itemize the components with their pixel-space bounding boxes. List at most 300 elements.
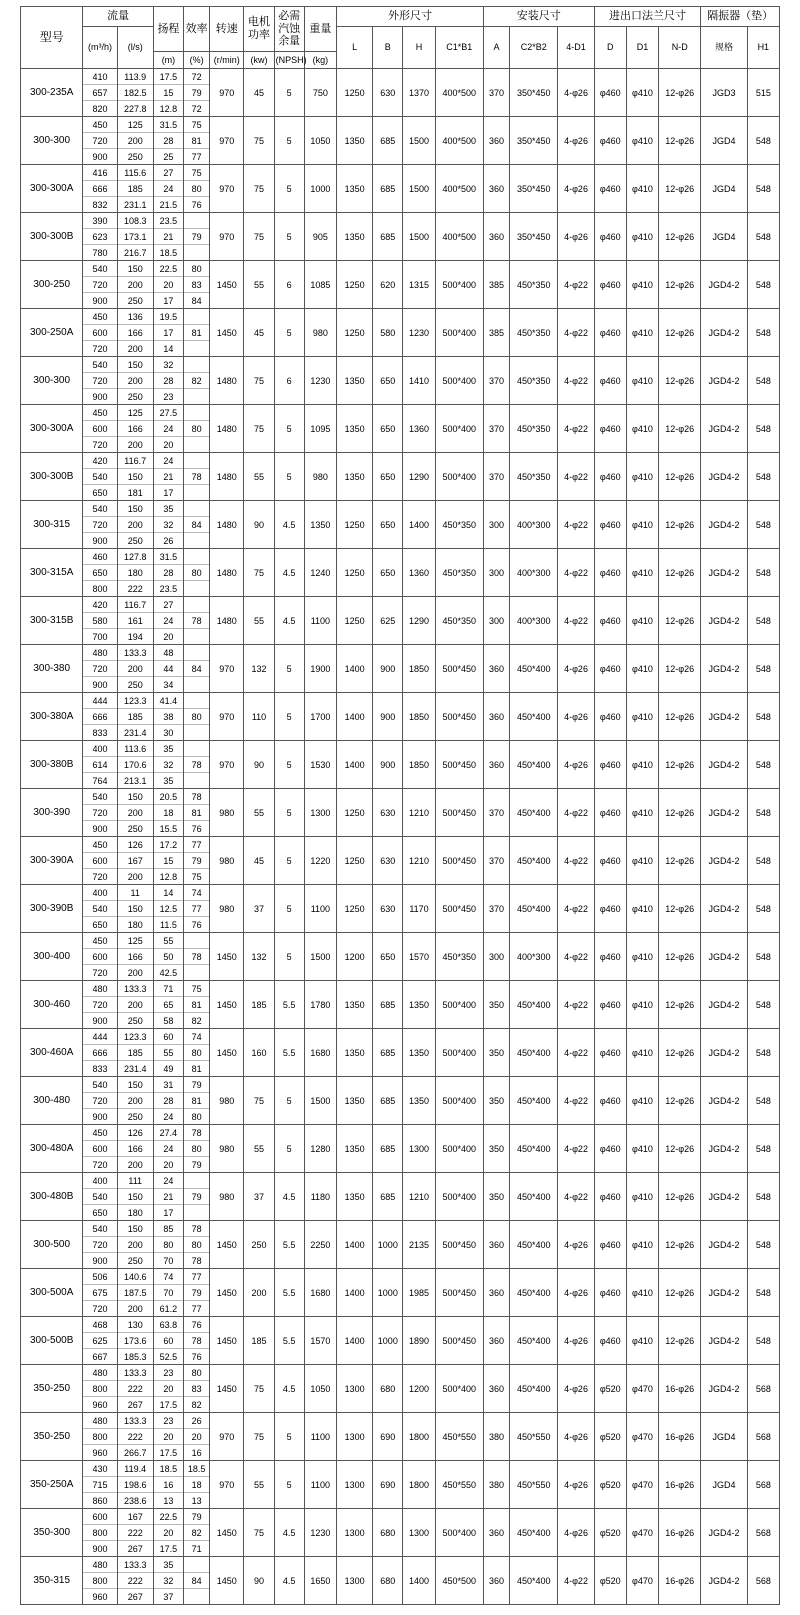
cell-flow-m3h-v3: 667: [92, 1351, 108, 1362]
table-row[interactable]: [21, 549, 780, 597]
cell-efficiency-v1: 77: [184, 1269, 209, 1285]
table-row[interactable]: [21, 213, 780, 261]
cell-flow-ls-v3: 267: [127, 1399, 143, 1410]
table-row[interactable]: [21, 357, 780, 405]
cell-C2B2: 450*400: [510, 1029, 558, 1077]
cell-flow-ls-v3: 194: [127, 631, 143, 642]
table-row[interactable]: [21, 741, 780, 789]
cell-D1: φ410: [626, 357, 658, 405]
cell-H: 2135: [403, 1221, 435, 1269]
cell-speed: 1450: [210, 933, 244, 981]
cell-H1: 548: [747, 1029, 779, 1077]
cell-flow-ls-v1: 11: [118, 885, 153, 901]
cell-power: 55: [244, 261, 274, 309]
cell-head-v2: 28: [154, 565, 183, 581]
cell-npsh: 5: [274, 213, 304, 261]
cell-speed: 970: [210, 1413, 244, 1461]
cell-flow-ls: [117, 501, 153, 549]
cell-flow-ls: [117, 69, 153, 117]
cell-flow-m3h-v2: 720: [83, 805, 116, 821]
cell-B: 680: [373, 1509, 403, 1557]
cell-efficiency-v1: 78: [184, 1221, 209, 1237]
cell-flow-ls-v1: 140.6: [118, 1269, 153, 1285]
cell-model: 300-250A: [21, 309, 83, 357]
cell-C1B1: 500*450: [435, 1317, 483, 1365]
cell-H: 1400: [403, 1557, 435, 1605]
cell-weight: 1100: [304, 1413, 336, 1461]
cell-flow-m3h: [83, 1221, 117, 1269]
table-row[interactable]: [21, 1317, 780, 1365]
cell-flow-ls: [117, 549, 153, 597]
cell-efficiency-v3: [184, 533, 209, 549]
cell-A: 360: [483, 165, 509, 213]
cell-head: [153, 69, 183, 117]
table-row[interactable]: [21, 309, 780, 357]
cell-head: [153, 1221, 183, 1269]
cell-flow-m3h-v2: 666: [83, 181, 116, 197]
cell-efficiency-v2: 81: [184, 1093, 209, 1109]
cell-4D1: 4-φ26: [558, 645, 594, 693]
table-row[interactable]: [21, 501, 780, 549]
cell-weight: 1180: [304, 1173, 336, 1221]
cell-flow-m3h: [83, 741, 117, 789]
cell-head-v3: 17: [163, 487, 174, 498]
cell-L: 1250: [336, 885, 372, 933]
cell-flow-ls-v1: 113.9: [118, 69, 153, 85]
cell-C1B1: 500*400: [435, 1173, 483, 1221]
cell-speed: 1450: [210, 1269, 244, 1317]
table-row[interactable]: [21, 405, 780, 453]
cell-flow-ls: [117, 1173, 153, 1221]
cell-speed: 1450: [210, 1029, 244, 1077]
cell-L: 1350: [336, 453, 372, 501]
cell-C2B2: 450*400: [510, 1125, 558, 1173]
cell-head-v1: 60: [154, 1029, 183, 1045]
cell-L: 1300: [336, 1509, 372, 1557]
cell-efficiency: [184, 645, 210, 693]
cell-spec: JGD4-2: [701, 453, 747, 501]
table-row[interactable]: [21, 645, 780, 693]
cell-head: [153, 693, 183, 741]
cell-flow-ls: [117, 1269, 153, 1317]
cell-efficiency-v1: 79: [184, 1077, 209, 1093]
cell-L: 1250: [336, 549, 372, 597]
cell-head-v1: 23: [154, 1365, 183, 1381]
table-row[interactable]: [21, 1557, 780, 1605]
cell-D: φ460: [594, 789, 626, 837]
cell-flow-ls-v2: 173.6: [118, 1333, 153, 1349]
header-A: A: [483, 26, 509, 69]
cell-head-v3: 24: [163, 1111, 174, 1122]
cell-spec: JGD4-2: [701, 645, 747, 693]
cell-C2B2: 450*400: [510, 1509, 558, 1557]
header-row-2: [21, 26, 780, 51]
cell-npsh: 5: [274, 933, 304, 981]
cell-head-v3: 52.5: [159, 1351, 178, 1362]
cell-head: [153, 213, 183, 261]
cell-B: 685: [373, 981, 403, 1029]
cell-head-v3: 23.5: [159, 583, 178, 594]
cell-H: 1850: [403, 693, 435, 741]
cell-B: 630: [373, 837, 403, 885]
cell-weight: 1100: [304, 597, 336, 645]
cell-flow-m3h-v1: 450: [83, 117, 116, 133]
cell-H1: 548: [747, 213, 779, 261]
cell-flow-ls-v1: 133.3: [118, 981, 153, 997]
cell-flow-m3h: [83, 357, 117, 405]
cell-ND: 12-φ26: [659, 597, 701, 645]
cell-head-v2: 38: [154, 709, 183, 725]
cell-efficiency-v1: [184, 933, 209, 949]
cell-flow-ls: [117, 261, 153, 309]
cell-flow-m3h-v1: 400: [83, 885, 116, 901]
cell-model: 300-480: [21, 1077, 83, 1125]
cell-flow-ls: [117, 1461, 153, 1509]
cell-flow-m3h-v1: 450: [83, 405, 116, 421]
cell-flow-m3h: [83, 1509, 117, 1557]
cell-efficiency-v2: 78: [184, 469, 209, 485]
cell-ND: 12-φ26: [659, 1077, 701, 1125]
cell-model: 300-500A: [21, 1269, 83, 1317]
cell-head-v1: 17.5: [154, 69, 183, 85]
cell-head: [153, 117, 183, 165]
cell-flow-m3h-v3: 900: [92, 1015, 108, 1026]
cell-flow-ls-v1: 133.3: [118, 1413, 153, 1429]
cell-efficiency-v3: 76: [191, 823, 202, 834]
cell-weight: 1220: [304, 837, 336, 885]
cell-flow-m3h-v2: 580: [83, 613, 116, 629]
cell-efficiency: [184, 933, 210, 981]
cell-power: 90: [244, 741, 274, 789]
cell-efficiency-v1: 80: [184, 1365, 209, 1381]
cell-A: 360: [483, 741, 509, 789]
cell-efficiency-v3: [184, 725, 209, 741]
header-model: 型号: [21, 7, 83, 69]
cell-flow-m3h: [83, 549, 117, 597]
table-row[interactable]: [21, 789, 780, 837]
cell-model: 300-460A: [21, 1029, 83, 1077]
cell-4D1: 4-φ22: [558, 1557, 594, 1605]
cell-model: 300-235A: [21, 69, 83, 117]
cell-flow-m3h-v2: 625: [83, 1333, 116, 1349]
table-row[interactable]: [21, 1365, 780, 1413]
cell-power: 132: [244, 933, 274, 981]
cell-flow-m3h-v2: 666: [83, 1045, 116, 1061]
cell-efficiency-v1: 18.5: [184, 1461, 209, 1477]
cell-efficiency: [184, 1077, 210, 1125]
cell-efficiency: [184, 549, 210, 597]
cell-H1: 548: [747, 1317, 779, 1365]
cell-H1: 548: [747, 645, 779, 693]
cell-npsh: 5.5: [274, 1317, 304, 1365]
table-row[interactable]: [21, 117, 780, 165]
cell-head-v1: 31: [154, 1077, 183, 1093]
cell-ND: 12-φ26: [659, 885, 701, 933]
cell-C2B2: 450*400: [510, 1077, 558, 1125]
cell-model: 300-380: [21, 645, 83, 693]
cell-H: 1985: [403, 1269, 435, 1317]
cell-head-v1: 31.5: [154, 549, 183, 565]
cell-head-v2: 44: [154, 661, 183, 677]
cell-efficiency-v3: 76: [191, 199, 202, 210]
cell-L: 1350: [336, 213, 372, 261]
table-row[interactable]: [21, 69, 780, 117]
cell-C2B2: 450*350: [510, 309, 558, 357]
table-row[interactable]: [21, 693, 780, 741]
cell-D: φ460: [594, 549, 626, 597]
cell-D1: φ410: [626, 1125, 658, 1173]
cell-H1: 548: [747, 933, 779, 981]
cell-efficiency-v2: 77: [184, 901, 209, 917]
cell-efficiency-v1: 77: [184, 837, 209, 853]
cell-head-v3: 21.5: [159, 199, 178, 210]
cell-D1: φ410: [626, 981, 658, 1029]
cell-C2B2: 450*350: [510, 357, 558, 405]
cell-weight: 1350: [304, 501, 336, 549]
cell-B: 1000: [373, 1269, 403, 1317]
cell-flow-m3h-v1: 480: [83, 1365, 116, 1381]
cell-L: 1250: [336, 501, 372, 549]
table-row[interactable]: [21, 261, 780, 309]
cell-weight: 1700: [304, 693, 336, 741]
table-row[interactable]: [21, 1461, 780, 1509]
cell-speed: 970: [210, 645, 244, 693]
cell-flow-ls-v3: 231.4: [123, 1063, 147, 1074]
cell-efficiency-v2: 79: [184, 85, 209, 101]
cell-flow-m3h: [83, 309, 117, 357]
cell-efficiency-v1: [184, 597, 209, 613]
cell-D1: φ410: [626, 741, 658, 789]
cell-D: φ460: [594, 405, 626, 453]
cell-B: 900: [373, 741, 403, 789]
cell-H: 1850: [403, 741, 435, 789]
cell-efficiency: [184, 1317, 210, 1365]
cell-flow-m3h-v2: 800: [83, 1573, 116, 1589]
cell-D: φ460: [594, 165, 626, 213]
cell-flow-ls-v3: 250: [127, 151, 143, 162]
cell-weight: 1500: [304, 933, 336, 981]
cell-H1: 548: [747, 981, 779, 1029]
table-row[interactable]: [21, 981, 780, 1029]
cell-model: 300-315A: [21, 549, 83, 597]
cell-flow-ls-v2: 222: [118, 1429, 153, 1445]
cell-npsh: 5: [274, 1413, 304, 1461]
cell-speed: 1450: [210, 1221, 244, 1269]
table-row[interactable]: [21, 1221, 780, 1269]
cell-D: φ460: [594, 213, 626, 261]
cell-A: 300: [483, 549, 509, 597]
cell-flow-ls-v2: 185: [118, 1045, 153, 1061]
cell-head-v3: 42.5: [159, 967, 178, 978]
cell-C1B1: 500*450: [435, 645, 483, 693]
cell-flow-m3h: [83, 1461, 117, 1509]
header-C2B2: C2*B2: [510, 26, 558, 69]
cell-power: 75: [244, 1509, 274, 1557]
cell-flow-ls-v3: 216.7: [123, 247, 147, 258]
cell-efficiency-v1: [184, 693, 209, 709]
cell-D: φ520: [594, 1509, 626, 1557]
cell-efficiency-v2: 80: [184, 1237, 209, 1253]
cell-speed: 970: [210, 213, 244, 261]
cell-H1: 568: [747, 1461, 779, 1509]
table-row[interactable]: [21, 1413, 780, 1461]
cell-H1: 548: [747, 1125, 779, 1173]
cell-head-v1: 19.5: [154, 309, 183, 325]
table-row[interactable]: [21, 597, 780, 645]
cell-flow-ls-v3: 267: [127, 1543, 143, 1554]
cell-flow-ls: [117, 1365, 153, 1413]
cell-weight: 1500: [304, 1077, 336, 1125]
cell-head: [153, 741, 183, 789]
table-row[interactable]: [21, 1269, 780, 1317]
cell-D: φ460: [594, 1029, 626, 1077]
cell-flow-m3h: [83, 1269, 117, 1317]
cell-A: 360: [483, 645, 509, 693]
cell-B: 1000: [373, 1221, 403, 1269]
header-eff-unit: (%): [184, 51, 210, 68]
cell-spec: JGD4-2: [701, 261, 747, 309]
cell-npsh: 5.5: [274, 1029, 304, 1077]
cell-flow-ls-v1: 150: [118, 357, 153, 373]
cell-head-v1: 74: [154, 1269, 183, 1285]
cell-flow-m3h-v3: 720: [92, 1159, 108, 1170]
cell-L: 1350: [336, 405, 372, 453]
table-row[interactable]: [21, 1509, 780, 1557]
cell-flow-m3h-v3: 800: [92, 583, 108, 594]
cell-power: 75: [244, 357, 274, 405]
table-row[interactable]: [21, 885, 780, 933]
cell-flow-m3h-v2: 800: [83, 1429, 116, 1445]
cell-B: 1000: [373, 1317, 403, 1365]
cell-L: 1350: [336, 1029, 372, 1077]
cell-efficiency: [184, 1557, 210, 1605]
cell-efficiency: [184, 261, 210, 309]
cell-npsh: 5: [274, 309, 304, 357]
cell-C1B1: 450*350: [435, 597, 483, 645]
cell-npsh: 5: [274, 69, 304, 117]
cell-flow-ls: [117, 309, 153, 357]
cell-head: [153, 1413, 183, 1461]
cell-efficiency-v1: [184, 453, 209, 469]
header-npsh-unit: (NPSH): [274, 51, 304, 68]
cell-efficiency-v2: 83: [184, 277, 209, 293]
cell-weight: 980: [304, 453, 336, 501]
cell-L: 1300: [336, 1365, 372, 1413]
cell-H1: 568: [747, 1557, 779, 1605]
cell-flow-m3h: [83, 1413, 117, 1461]
cell-npsh: 4.5: [274, 1173, 304, 1221]
cell-flow-ls: [117, 933, 153, 981]
table-row[interactable]: [21, 837, 780, 885]
cell-speed: 1450: [210, 1317, 244, 1365]
header-spec: 规格: [701, 26, 747, 69]
cell-head-v2: 32: [154, 757, 183, 773]
cell-B: 650: [373, 549, 403, 597]
cell-flow-m3h-v2: 600: [83, 949, 116, 965]
cell-flow-ls-v2: 200: [118, 133, 153, 149]
table-row[interactable]: [21, 165, 780, 213]
cell-efficiency-v3: [184, 1589, 209, 1605]
cell-flow-m3h-v3: 720: [92, 439, 108, 450]
header-speed-unit: (r/min): [210, 51, 244, 68]
cell-efficiency-v3: 82: [191, 1015, 202, 1026]
cell-power: 45: [244, 309, 274, 357]
table-row[interactable]: [21, 1173, 780, 1221]
cell-H1: 548: [747, 837, 779, 885]
cell-L: 1250: [336, 309, 372, 357]
cell-flow-ls-v3: 231.1: [123, 199, 147, 210]
cell-efficiency-v2: 79: [184, 229, 209, 245]
cell-ND: 16-φ26: [659, 1461, 701, 1509]
cell-efficiency: [184, 1173, 210, 1221]
cell-efficiency-v2: 80: [184, 181, 209, 197]
cell-C1B1: 500*450: [435, 885, 483, 933]
cell-flow-ls-v3: 213.1: [123, 775, 147, 786]
cell-weight: 1100: [304, 885, 336, 933]
cell-C2B2: 450*400: [510, 1269, 558, 1317]
header-H: H: [403, 26, 435, 69]
cell-flow-m3h-v1: 600: [83, 1509, 116, 1525]
cell-npsh: 5: [274, 453, 304, 501]
cell-B: 680: [373, 1365, 403, 1413]
cell-B: 685: [373, 117, 403, 165]
cell-H: 1350: [403, 1077, 435, 1125]
table-row[interactable]: [21, 933, 780, 981]
cell-efficiency: [184, 1365, 210, 1413]
cell-B: 650: [373, 405, 403, 453]
cell-D1: φ410: [626, 213, 658, 261]
cell-efficiency-v1: [184, 501, 209, 517]
table-row[interactable]: [21, 1125, 780, 1173]
cell-spec: JGD4-2: [701, 741, 747, 789]
cell-head-v3: 17: [163, 1207, 174, 1218]
cell-spec: JGD4-2: [701, 1317, 747, 1365]
cell-flow-m3h-v2: 800: [83, 1381, 116, 1397]
cell-head-v1: 27.5: [154, 405, 183, 421]
cell-efficiency-v3: [184, 677, 209, 693]
cell-spec: JGD4-2: [701, 1077, 747, 1125]
cell-D1: φ410: [626, 1173, 658, 1221]
cell-4D1: 4-φ26: [558, 1413, 594, 1461]
cell-spec: JGD4-2: [701, 693, 747, 741]
cell-C2B2: 450*400: [510, 789, 558, 837]
table-row[interactable]: [21, 1077, 780, 1125]
cell-efficiency-v2: 20: [184, 1429, 209, 1445]
cell-spec: JGD4-2: [701, 501, 747, 549]
cell-head-v1: 14: [154, 885, 183, 901]
cell-L: 1350: [336, 1125, 372, 1173]
cell-efficiency-v1: [184, 549, 209, 565]
cell-A: 350: [483, 981, 509, 1029]
cell-npsh: 5.5: [274, 1269, 304, 1317]
table-row[interactable]: [21, 1029, 780, 1077]
cell-D: φ460: [594, 501, 626, 549]
cell-flow-ls-v1: 119.4: [118, 1461, 153, 1477]
table-row[interactable]: [21, 453, 780, 501]
cell-4D1: 4-φ22: [558, 597, 594, 645]
cell-C2B2: 350*450: [510, 165, 558, 213]
cell-head-v2: 20: [154, 1525, 183, 1541]
cell-flow-ls-v2: 180: [118, 565, 153, 581]
cell-efficiency-v1: 80: [184, 261, 209, 277]
cell-head: [153, 645, 183, 693]
cell-flow-m3h-v3: 700: [92, 631, 108, 642]
cell-A: 370: [483, 885, 509, 933]
cell-head-v3: 17: [163, 295, 174, 306]
cell-flow-ls-v1: 150: [118, 501, 153, 517]
cell-efficiency-v3: [184, 389, 209, 405]
cell-weight: 905: [304, 213, 336, 261]
